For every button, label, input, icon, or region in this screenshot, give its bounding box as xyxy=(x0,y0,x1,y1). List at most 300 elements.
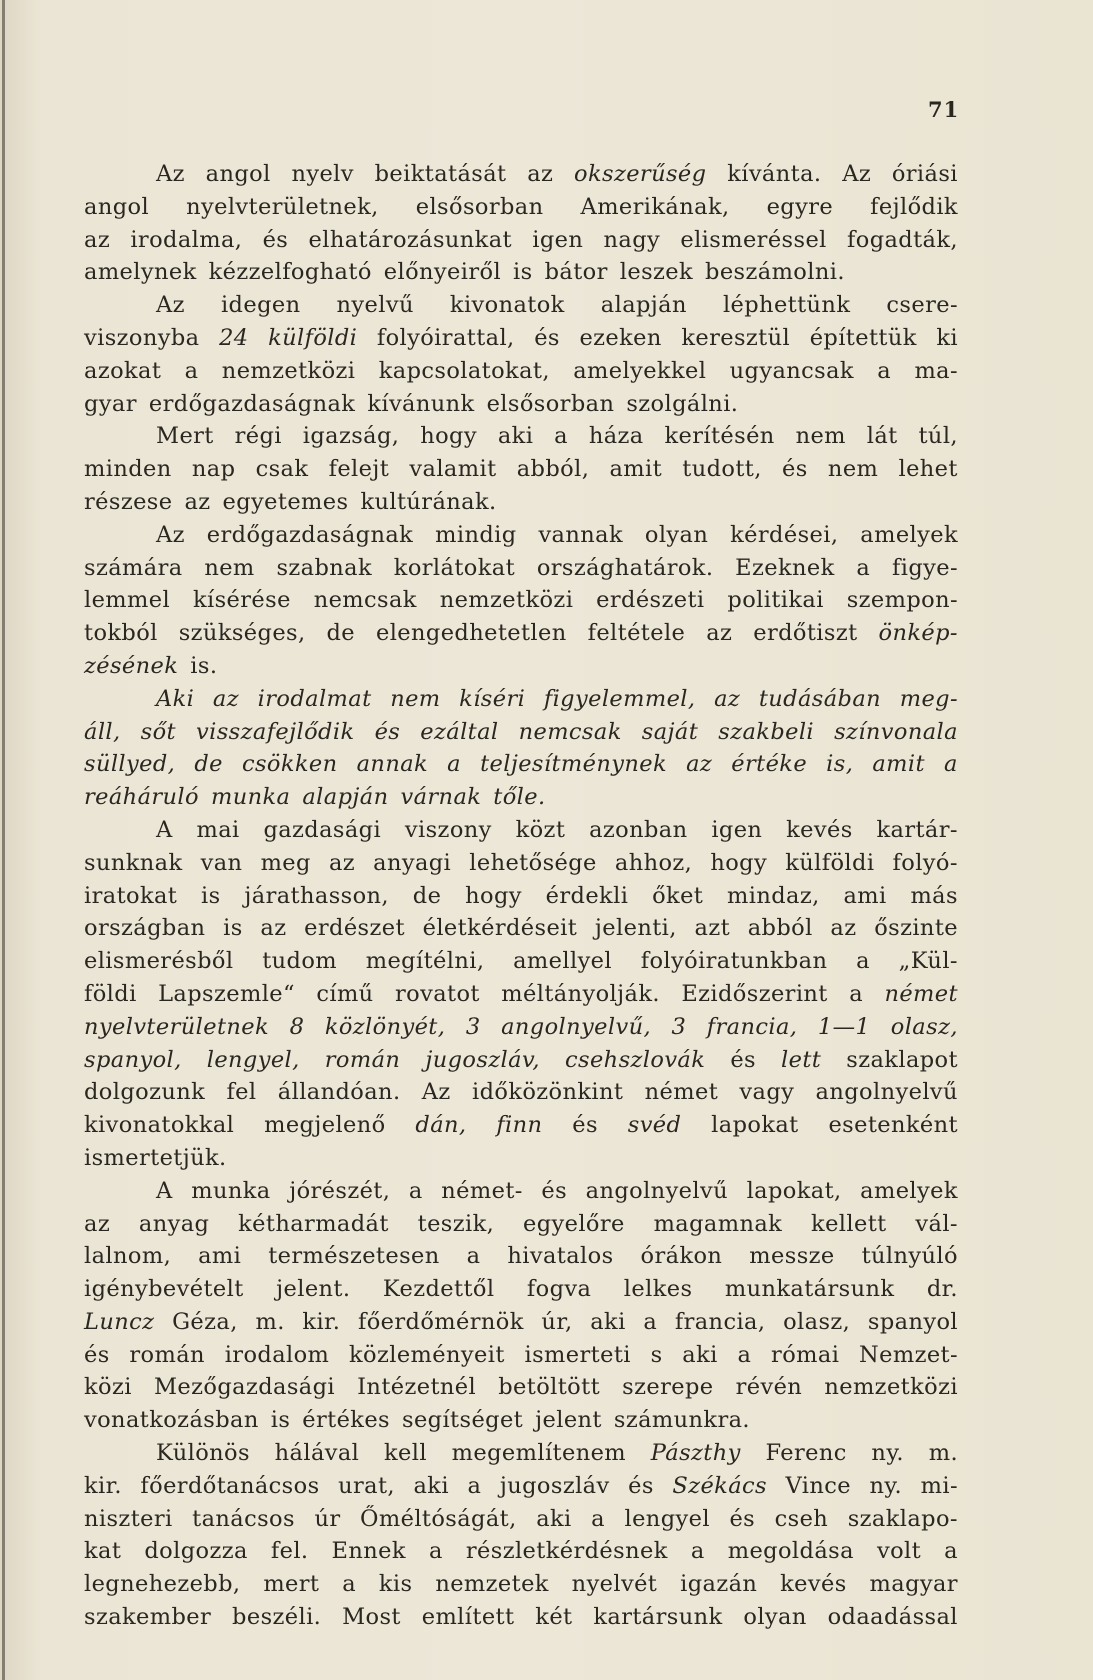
word: nemzetek xyxy=(435,1571,549,1598)
word: svéd xyxy=(627,1112,682,1139)
word: visszafejlődik xyxy=(196,718,355,745)
word: okszerűség xyxy=(574,161,707,187)
word: tokból xyxy=(84,620,158,647)
word: angolnyelvű xyxy=(585,1177,728,1204)
word: és xyxy=(729,1505,756,1532)
word: ezáltal xyxy=(420,718,499,745)
text-line xyxy=(84,519,958,552)
word: méltányolják. xyxy=(501,980,660,1007)
word: építettük xyxy=(809,324,917,351)
word: minden xyxy=(84,456,172,483)
word: kis xyxy=(378,1571,413,1598)
word: fogadták, xyxy=(847,226,958,253)
word: Vince xyxy=(785,1472,851,1499)
word: és xyxy=(541,1177,568,1204)
word: tudom xyxy=(262,948,338,975)
word: az xyxy=(260,915,287,942)
word: anyagi xyxy=(373,849,452,876)
word: meg xyxy=(260,849,311,876)
word: munkatársunk xyxy=(724,1276,895,1303)
word: azokat xyxy=(84,357,162,384)
word: hivatalos xyxy=(507,1243,614,1270)
word: munka xyxy=(210,784,291,811)
word: alapján xyxy=(600,292,687,319)
word: figyelemmel, xyxy=(543,685,696,712)
word: kérdései, xyxy=(730,521,839,548)
text-line xyxy=(84,1535,958,1568)
text-line xyxy=(84,552,958,585)
text-line xyxy=(84,486,958,519)
word: Mezőgazdasági xyxy=(153,1374,335,1401)
word: irodalma, xyxy=(130,226,243,253)
word: az xyxy=(84,226,111,253)
word: járathasson, xyxy=(244,882,389,909)
word: részese xyxy=(84,488,173,515)
word: az xyxy=(714,685,741,712)
word: szolgálni. xyxy=(626,390,739,417)
word: a xyxy=(591,1505,605,1532)
word: m. xyxy=(255,1308,285,1335)
word: jelent xyxy=(535,1407,602,1434)
word: közi xyxy=(84,1374,132,1401)
word: kivonatokkal xyxy=(84,1112,235,1139)
word: dolgozza xyxy=(144,1538,248,1565)
word: 1—1 xyxy=(817,1013,871,1040)
word: angol xyxy=(205,161,271,187)
word: mindig xyxy=(435,521,517,548)
word: lett xyxy=(781,1046,822,1073)
text-line xyxy=(84,617,958,650)
word: nagy xyxy=(603,226,661,253)
word: tőle. xyxy=(493,784,546,811)
word: jugoszláv, xyxy=(425,1046,540,1073)
word: erdőtiszt xyxy=(753,620,858,647)
word: dán, xyxy=(415,1112,467,1139)
word: számára xyxy=(84,554,183,581)
word: ahhoz, xyxy=(614,849,693,876)
word: külföldi xyxy=(785,849,875,876)
word: 3 xyxy=(671,1013,687,1040)
word: „Kül- xyxy=(898,948,958,975)
word: tudásában xyxy=(758,685,882,712)
word: A xyxy=(156,1177,173,1204)
word: ki xyxy=(936,324,958,351)
word: erdőgazdaságnak xyxy=(206,521,414,548)
word: magyar xyxy=(869,1571,958,1598)
word: aki xyxy=(536,1505,572,1532)
word: román xyxy=(324,1046,401,1073)
word: Az xyxy=(156,161,185,187)
word: Most xyxy=(342,1604,401,1631)
word: a xyxy=(690,1538,705,1565)
word: ugyancsak xyxy=(729,357,854,384)
word: megítélni, xyxy=(365,948,485,975)
word: gazdasági xyxy=(263,816,382,843)
text-line xyxy=(84,388,958,421)
word: mai xyxy=(196,816,240,843)
word: és xyxy=(572,1112,598,1139)
word: háza xyxy=(588,423,644,450)
body-text xyxy=(84,158,958,1634)
word: Ferenc xyxy=(765,1440,847,1467)
text-line xyxy=(84,1044,958,1077)
word: német xyxy=(884,980,958,1007)
word: a xyxy=(856,948,870,975)
word: német xyxy=(644,1079,719,1106)
word: szabnak xyxy=(276,554,373,581)
text-line xyxy=(84,420,958,453)
word: önkép- xyxy=(878,620,958,647)
word: niszteri xyxy=(84,1505,173,1532)
word: kerítésén xyxy=(664,423,775,450)
word: egyre xyxy=(766,193,834,220)
word: aki xyxy=(682,1341,718,1368)
word: beiktatását xyxy=(374,161,507,187)
word: igen xyxy=(532,226,584,253)
word: úr, xyxy=(541,1308,573,1335)
text-line xyxy=(84,1011,958,1044)
word: messze xyxy=(749,1243,835,1270)
word: igénybevételt xyxy=(84,1276,244,1303)
word: meg- xyxy=(899,685,958,712)
word: a xyxy=(408,1177,423,1204)
word: értéke xyxy=(731,751,808,778)
word: az xyxy=(184,488,211,515)
text-line xyxy=(84,1306,958,1339)
word: amit xyxy=(609,456,663,483)
word: közleményeit xyxy=(349,1341,505,1368)
word: a xyxy=(849,980,864,1007)
word: egyetemes xyxy=(222,488,349,515)
word: állandóan. xyxy=(277,1079,401,1106)
word: szükséges, xyxy=(178,620,306,647)
word: lehetősége xyxy=(469,849,597,876)
word: jugoszláv xyxy=(499,1472,610,1499)
word: kir. xyxy=(84,1472,122,1499)
word: főerdőmérnök xyxy=(357,1308,524,1335)
word: abból, xyxy=(516,456,590,483)
word: francia, xyxy=(706,1013,798,1040)
word: előnyeiről xyxy=(383,259,502,286)
word: angolnyelvű xyxy=(815,1079,958,1106)
word: léphettünk xyxy=(722,292,851,319)
word: elsősorban xyxy=(415,193,544,220)
word: kartár- xyxy=(876,816,958,843)
text-line xyxy=(84,584,958,617)
word: amelynek xyxy=(84,259,197,286)
word: vannak xyxy=(538,521,623,548)
word: fogva xyxy=(526,1276,592,1303)
page-edge-shadow xyxy=(2,0,5,1680)
word: aki xyxy=(413,1472,449,1499)
word: a xyxy=(428,1538,443,1565)
word: közt xyxy=(515,816,566,843)
word: A xyxy=(156,816,173,843)
word: beszéli. xyxy=(232,1604,322,1631)
word: a xyxy=(856,554,871,581)
word: Különös xyxy=(156,1440,250,1467)
word: és xyxy=(374,718,401,745)
word: közlönyét, xyxy=(324,1013,446,1040)
word: francia, xyxy=(674,1308,766,1335)
word: dolgozunk xyxy=(84,1079,206,1106)
word: is xyxy=(513,259,533,286)
word: vál- xyxy=(915,1210,958,1237)
word: lapokat xyxy=(711,1112,799,1139)
word: kíséri xyxy=(459,685,526,712)
word: nemcsak xyxy=(313,587,417,614)
word: iratokat xyxy=(84,882,178,909)
word: lehet xyxy=(898,456,958,483)
word: Nemzet- xyxy=(859,1341,958,1368)
word: kivonatok xyxy=(449,292,565,319)
word: vonatkozásban xyxy=(84,1407,259,1434)
word: elengedhetetlen xyxy=(375,620,567,647)
text-line xyxy=(84,1503,958,1536)
word: spanyol xyxy=(867,1308,958,1335)
word: Ezeknek xyxy=(735,554,835,581)
word: lalnom, xyxy=(84,1243,172,1270)
word: csehszlovák xyxy=(565,1046,706,1073)
word: Aki xyxy=(156,685,195,712)
word: kívánunk xyxy=(367,390,475,417)
word: a xyxy=(447,751,461,778)
word: dr. xyxy=(926,1276,958,1303)
text-line xyxy=(84,912,958,945)
word: 24 xyxy=(219,324,249,351)
text-line xyxy=(84,880,958,913)
word: országban xyxy=(84,915,206,942)
word: és xyxy=(534,324,560,351)
word: idegen xyxy=(220,292,301,319)
word: irodalom xyxy=(224,1341,330,1368)
word: érdekli xyxy=(545,882,629,909)
word: túl, xyxy=(918,423,958,450)
word: időközönkint xyxy=(471,1079,624,1106)
word: Székács xyxy=(672,1472,767,1499)
word: leszek xyxy=(619,259,694,286)
word: folyó- xyxy=(892,849,958,876)
word: elismerésből xyxy=(84,948,234,975)
word: figye- xyxy=(892,554,958,581)
word: erdészet xyxy=(304,915,405,942)
word: Luncz xyxy=(84,1308,155,1335)
word: viszony xyxy=(404,816,492,843)
word: olasz, xyxy=(890,1013,958,1040)
word: de xyxy=(412,882,442,909)
word: a xyxy=(643,1308,658,1335)
text-line xyxy=(84,256,958,289)
text-line xyxy=(84,1371,958,1404)
word: a xyxy=(554,423,568,450)
word: hogy xyxy=(465,882,522,909)
text-line xyxy=(84,781,958,814)
text-line xyxy=(84,1568,958,1601)
text-line xyxy=(84,1142,958,1175)
word: Lapszemle“ xyxy=(158,980,295,1007)
text-line xyxy=(84,748,958,781)
text-line xyxy=(84,1470,958,1503)
word: nem xyxy=(390,685,441,712)
word: túlnyúló xyxy=(861,1243,958,1270)
word: Ennek xyxy=(331,1538,406,1565)
word: hálával xyxy=(274,1440,360,1467)
word: természetesen xyxy=(268,1243,440,1270)
word: óriási xyxy=(891,161,958,187)
word: munka xyxy=(191,1177,271,1204)
word: amelyek xyxy=(860,1177,958,1204)
word: szakember xyxy=(84,1604,212,1631)
word: is, xyxy=(826,751,854,778)
word: anyag xyxy=(138,1210,210,1237)
word: és xyxy=(628,1472,654,1499)
text-line xyxy=(84,1437,958,1470)
word: nap xyxy=(191,456,236,483)
word: fel. xyxy=(270,1538,309,1565)
word: az xyxy=(328,849,356,876)
word: m. xyxy=(928,1440,958,1467)
word: a xyxy=(877,357,892,384)
word: ismertetjük. xyxy=(84,1144,227,1171)
word: is xyxy=(270,1407,291,1434)
word: kellett xyxy=(811,1210,887,1237)
word: lát xyxy=(866,423,898,450)
word: külföldi xyxy=(268,324,358,351)
word: erdőgazdaságnak xyxy=(148,390,356,417)
text-line xyxy=(84,716,958,749)
word: jórészét, xyxy=(289,1177,391,1204)
word: nem xyxy=(795,423,846,450)
word: kartársunk xyxy=(593,1604,723,1631)
word: finn xyxy=(496,1112,543,1139)
word: jelenti, xyxy=(594,915,677,942)
word: magamnak xyxy=(653,1210,783,1237)
word: felejt xyxy=(328,456,390,483)
word: nem xyxy=(204,554,255,581)
word: megoldása xyxy=(727,1538,854,1565)
word: az xyxy=(706,620,733,647)
word: alapján xyxy=(302,784,389,811)
word: cseh xyxy=(774,1505,829,1532)
word: nyelvterületnek xyxy=(84,1013,270,1040)
word: német- xyxy=(441,1177,523,1204)
word: tanácsos xyxy=(192,1505,295,1532)
word: olasz, xyxy=(783,1308,851,1335)
word: régi xyxy=(234,423,282,450)
word: Az xyxy=(842,161,872,187)
word: a xyxy=(184,357,199,384)
word: beszámolni. xyxy=(705,259,845,286)
word: más xyxy=(910,882,958,909)
word: szaklapo- xyxy=(847,1505,958,1532)
word: az xyxy=(527,161,554,187)
word: kapcsolatokat, xyxy=(378,357,550,384)
word: reáháruló xyxy=(84,784,199,811)
word: esetenként xyxy=(828,1112,958,1139)
word: kézzelfogható xyxy=(208,259,372,286)
word: hogy xyxy=(710,849,768,876)
word: amelyekkel xyxy=(573,357,707,384)
word: római xyxy=(771,1341,840,1368)
word: amelyek xyxy=(860,521,958,548)
word: az xyxy=(830,915,857,942)
word: és xyxy=(730,1046,756,1073)
word: ny. xyxy=(871,1440,904,1467)
word: mindaz, xyxy=(727,882,820,909)
word: aki xyxy=(497,423,534,450)
word: jelent. xyxy=(276,1276,351,1303)
word: spanyol, xyxy=(84,1046,182,1073)
word: urat, xyxy=(338,1472,395,1499)
word: nemcsak xyxy=(518,718,622,745)
word: azonban xyxy=(589,816,688,843)
word: rovatot xyxy=(395,980,480,1007)
word: fel xyxy=(226,1079,257,1106)
word: értékes xyxy=(302,1407,390,1434)
word: lemmel xyxy=(84,587,171,614)
text-line xyxy=(84,1076,958,1109)
text-line xyxy=(84,453,958,486)
word: két xyxy=(535,1604,573,1631)
word: lengyel xyxy=(624,1505,710,1532)
text-line xyxy=(84,945,958,978)
word: ami xyxy=(843,882,887,909)
word: de xyxy=(194,751,223,778)
word: Az xyxy=(156,521,185,548)
word: süllyed, xyxy=(84,751,176,778)
word: teljesítménynek xyxy=(480,751,668,778)
text-line xyxy=(84,650,958,683)
word: fejlődik xyxy=(870,193,958,220)
word: volt xyxy=(876,1538,922,1565)
text-line xyxy=(84,1404,958,1437)
word: abból xyxy=(747,915,813,942)
word: valamit xyxy=(409,456,497,483)
word: román xyxy=(129,1341,205,1368)
word: szempon- xyxy=(846,587,958,614)
text-line xyxy=(84,289,958,322)
word: főerdőtanácsos xyxy=(140,1472,320,1499)
word: nemzetközi xyxy=(221,357,356,384)
word: folyóiratunkban xyxy=(640,948,828,975)
word: földi xyxy=(84,980,137,1007)
word: 8 xyxy=(289,1013,305,1040)
word: Géza, xyxy=(172,1308,238,1335)
text-line xyxy=(84,1273,958,1306)
word: az xyxy=(84,1210,111,1237)
word: odaadással xyxy=(827,1604,958,1631)
word: említett xyxy=(421,1604,515,1631)
text-line xyxy=(84,1175,958,1208)
word: keresztül xyxy=(681,324,791,351)
word: áll, xyxy=(84,718,121,745)
word: 3 xyxy=(465,1013,481,1040)
word: életkérdéseit xyxy=(422,915,578,942)
word: is xyxy=(201,882,221,909)
word: teszik, xyxy=(417,1210,495,1237)
word: van xyxy=(200,849,243,876)
word: irodalmat xyxy=(257,685,372,712)
word: megemlítenem xyxy=(451,1440,627,1467)
word: feltétele xyxy=(587,620,686,647)
word: kevés xyxy=(780,1571,847,1598)
word: nyelvű xyxy=(336,292,414,319)
word: színvonala xyxy=(834,718,958,745)
word: csökken xyxy=(241,751,338,778)
text-line xyxy=(84,847,958,880)
word: úr xyxy=(314,1505,341,1532)
word: nyelvét xyxy=(571,1571,658,1598)
